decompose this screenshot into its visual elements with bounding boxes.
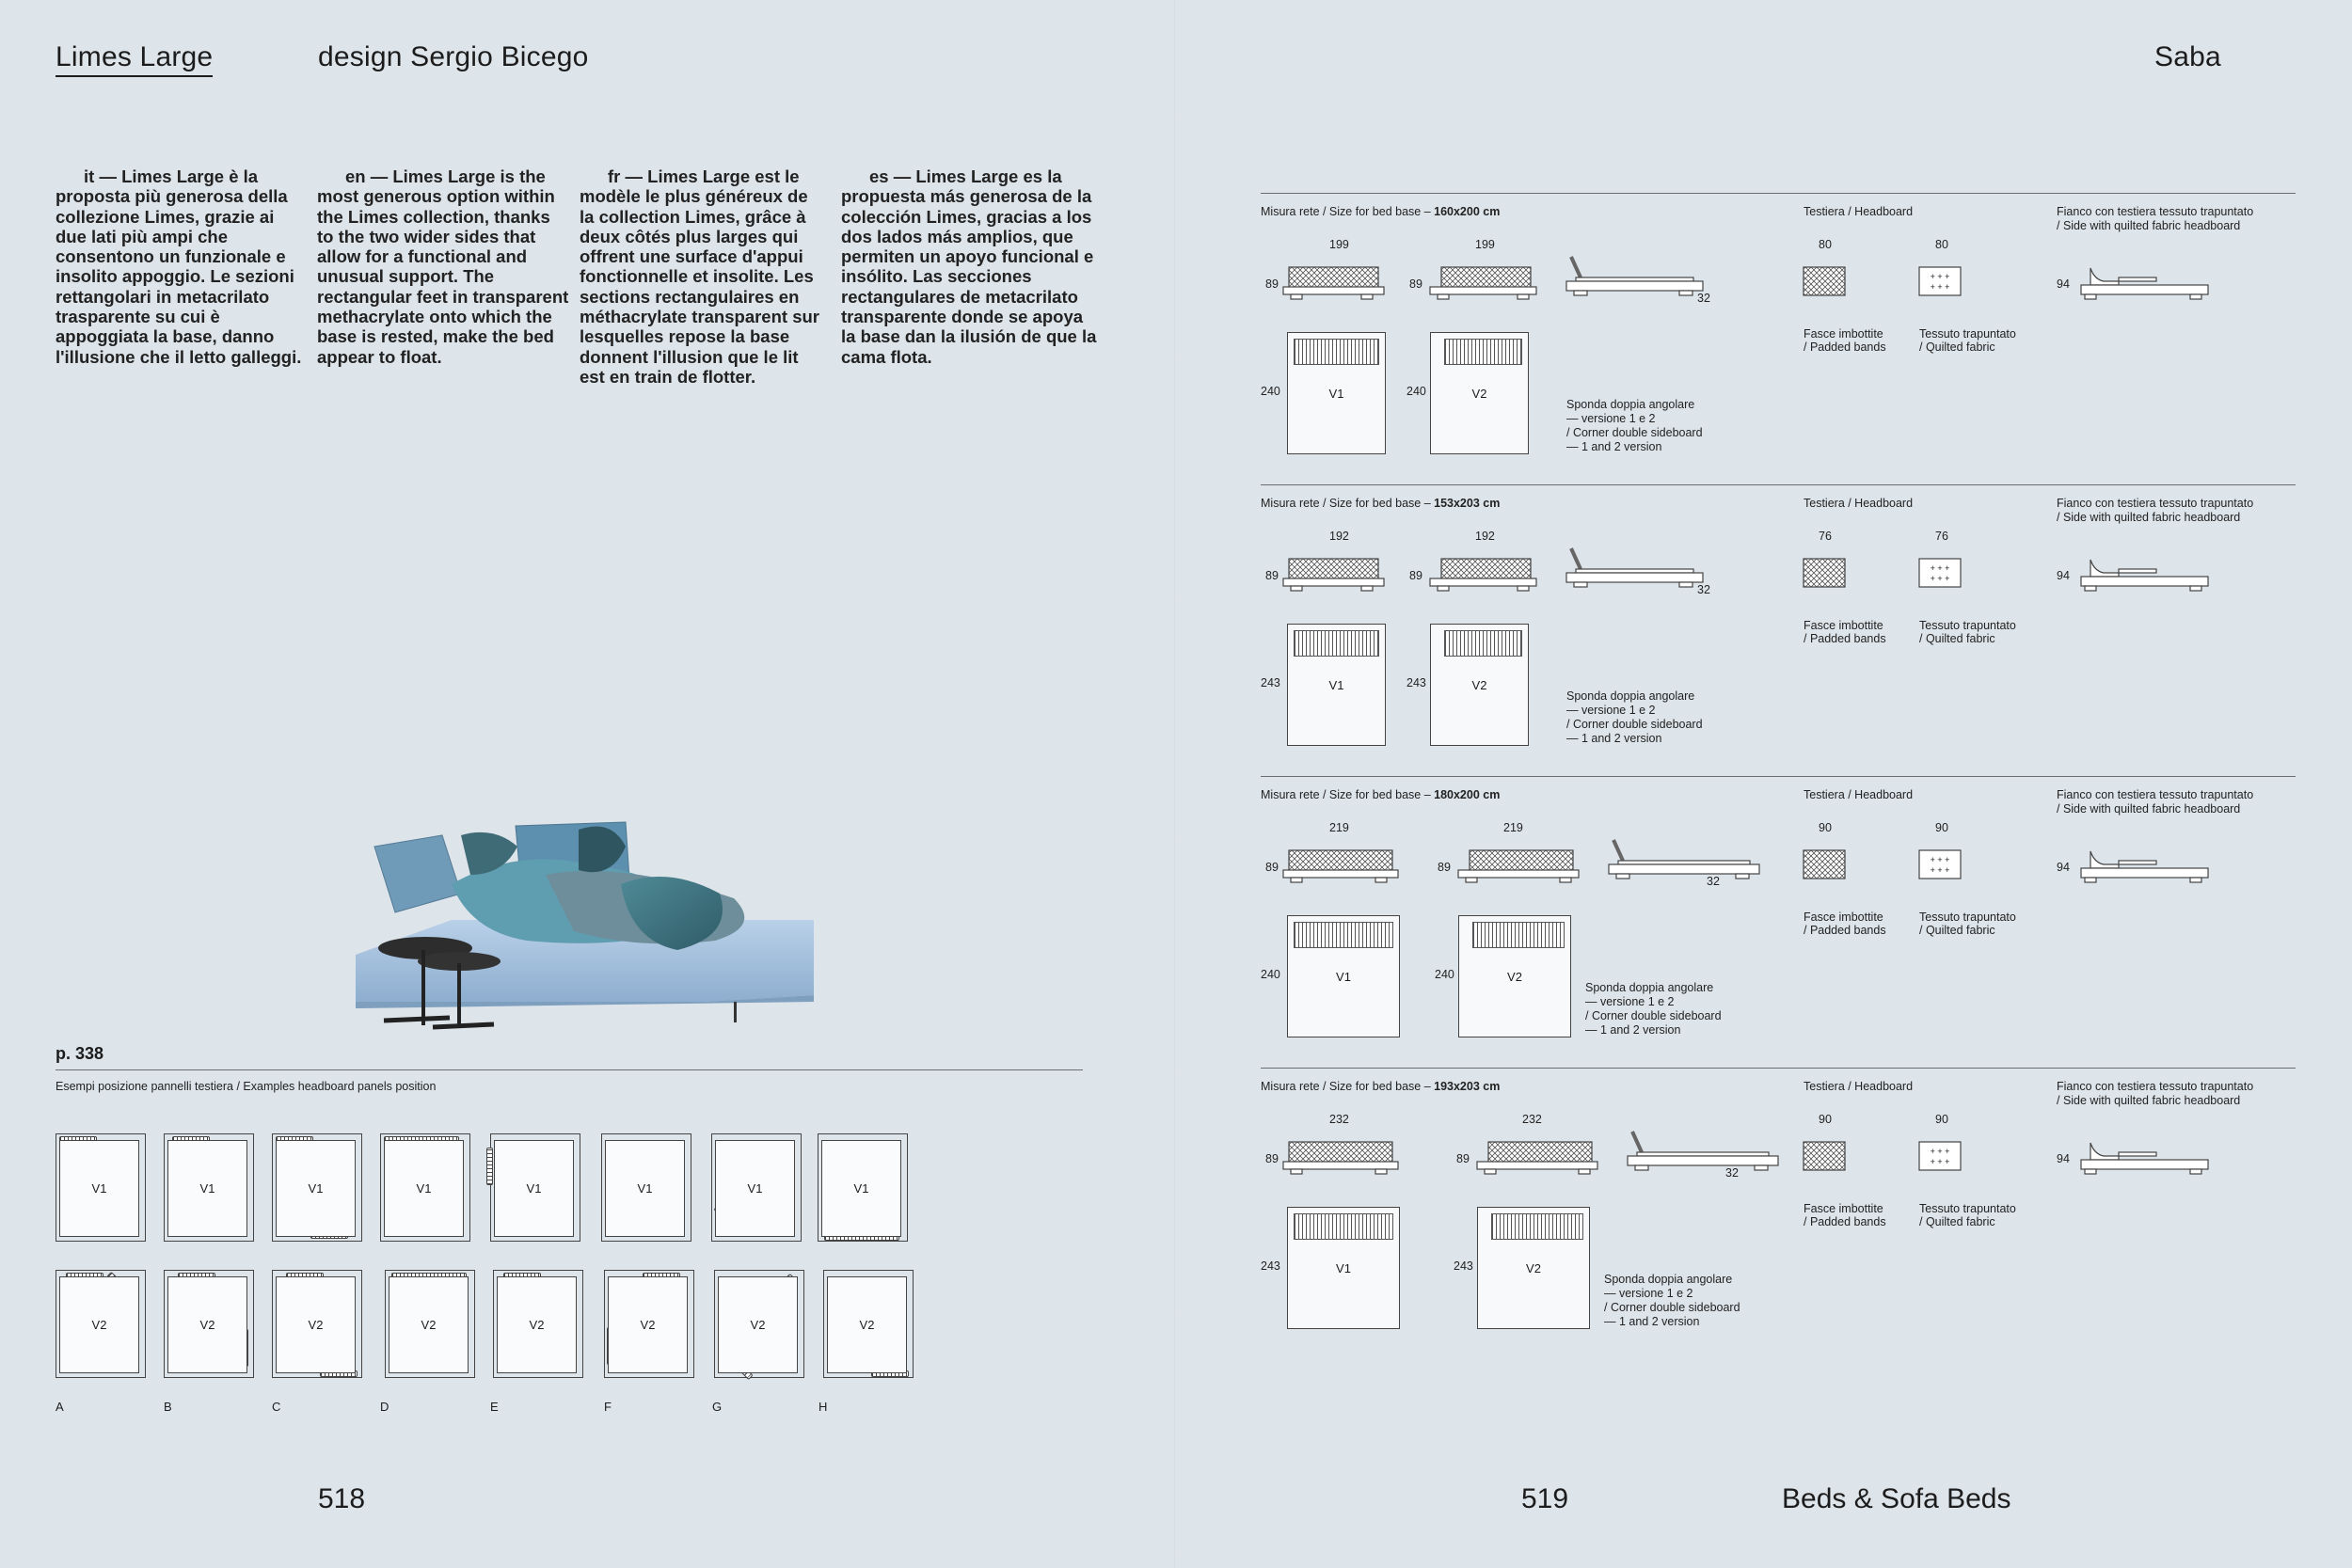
front-elevation-1	[1283, 1142, 1398, 1174]
dim-side-height: 94	[2057, 1152, 2070, 1165]
side-elevation	[1628, 1132, 1778, 1170]
headboard-quilted	[1919, 267, 1961, 295]
svg-text:+ + +: + + +	[1930, 272, 1950, 281]
dim-length-1: 243	[1261, 676, 1280, 689]
headboard-padded	[1804, 559, 1845, 587]
dim-base-height: 32	[1725, 1166, 1739, 1180]
front-elevation-1	[1283, 850, 1398, 882]
dim-length-1: 240	[1261, 385, 1280, 398]
dim-panel-1: 90	[1819, 821, 1832, 834]
side-label-2: / Side with quilted fabric headboard	[2057, 802, 2241, 816]
svg-text:+ + +: + + +	[1930, 865, 1950, 875]
dim-base-height: 32	[1707, 875, 1720, 888]
designer-credit: design Sergio Bicego	[318, 41, 589, 72]
side-elevation	[1566, 548, 1703, 587]
quilted-label-2: / Quilted fabric	[1919, 1215, 1995, 1228]
sideboard-label-1: Sponda doppia angolare	[1604, 1273, 1733, 1286]
size-label	[1261, 205, 1500, 219]
dim-head-1: 89	[1265, 1152, 1279, 1165]
quilted-label-2: / Quilted fabric	[1919, 341, 1995, 354]
sideboard-label-1: Sponda doppia angolare	[1566, 398, 1695, 411]
dim-panel-1: 90	[1819, 1113, 1832, 1126]
spec-section	[0, 776, 2352, 1058]
headboard-label: Testiera / Headboard	[1804, 788, 1914, 801]
example-e-v2-label: V2	[497, 1276, 577, 1373]
intro-fr-text: fr — Limes Large est le modèle le plus généreux de la collection Limes, grâce à deux côtés plus larges qui offrent une surface d'appui fonctionnelle et insolite. Les sections rectangulaires en méthacrylate transparent sur lesquelles repose la base donnent l'illusion que le lit est en train de flotter.	[580, 166, 819, 387]
intro-en-text: en — Limes Large is the most generous option within the Limes collection, thanks to the two wider sides that allow for a functional and unusual support. The rectangular feet in transparent methacrylate onto which the base is rested, make the bed appear to float.	[317, 166, 569, 367]
svg-text:+ + +: + + +	[1930, 1157, 1950, 1166]
size-value: 193x203 cm	[1434, 1080, 1501, 1093]
example-h-v1-label: V1	[821, 1140, 901, 1237]
dim-head-2: 89	[1438, 861, 1451, 874]
elevation-drawings	[1261, 1105, 2296, 1227]
dim-side-height: 94	[2057, 861, 2070, 874]
dim-panel-1: 80	[1819, 238, 1832, 251]
sideboard-label-1: Sponda doppia angolare	[1585, 981, 1714, 994]
plan-v1-label: V1	[1328, 677, 1344, 692]
letter-d: D	[380, 1400, 389, 1414]
size-prefix: Misura rete / Size for bed base –	[1261, 497, 1435, 510]
headboard-quilted	[1919, 1142, 1961, 1170]
elevation-drawings	[1261, 230, 2296, 353]
quilted-label-1: Tessuto trapuntato	[1919, 1202, 2016, 1215]
example-e-v1-label: V1	[494, 1140, 574, 1237]
letter-e: E	[490, 1400, 499, 1414]
plan-v2-label: V2	[1471, 677, 1487, 692]
size-value: 153x203 cm	[1434, 497, 1501, 510]
front-elevation-2	[1458, 850, 1579, 882]
headboard-label: Testiera / Headboard	[1804, 205, 1914, 218]
intro-es-text: es — Limes Large es la propuesta más generosa de la colección Limes, gracias a los dos lados más amplios, que permiten un apoyo funcional e insólito. Las secciones rectangulares de metacrilato transparente donde se apoya la base dan la ilusión de que la cama flota.	[841, 166, 1097, 367]
sideboard-label-4: — 1 and 2 version	[1585, 1023, 1681, 1037]
dim-panel-2: 76	[1935, 530, 1948, 543]
product-title: Limes Large	[56, 41, 213, 77]
side-quilted-elevation	[2081, 268, 2208, 299]
dim-side-height: 94	[2057, 277, 2070, 291]
example-b-v2-label: V2	[167, 1276, 247, 1373]
side-label-2: / Side with quilted fabric headboard	[2057, 511, 2241, 524]
headboard-padded	[1804, 850, 1845, 879]
front-elevation-2	[1477, 1142, 1597, 1174]
headboard-label: Testiera / Headboard	[1804, 1080, 1914, 1093]
dim-length-2: 243	[1454, 1259, 1473, 1273]
dim-side-height: 94	[2057, 569, 2070, 582]
padded-label-1: Fasce imbottite	[1804, 1202, 1883, 1215]
sideboard-label-4: — 1 and 2 version	[1566, 440, 1662, 453]
padded-label-1: Fasce imbottite	[1804, 911, 1883, 924]
side-elevation	[1566, 257, 1703, 295]
size-value: 180x200 cm	[1434, 788, 1501, 801]
example-a-v1-label: V1	[59, 1140, 139, 1237]
spec-section	[0, 1068, 2352, 1350]
headboard-padded	[1804, 267, 1845, 295]
plan-v2-label: V2	[1526, 1260, 1541, 1275]
dim-width-1: 219	[1329, 821, 1349, 834]
example-h-v2-label: V2	[827, 1276, 907, 1373]
dim-width-2: 219	[1503, 821, 1523, 834]
size-value: 160x200 cm	[1434, 205, 1501, 218]
plan-v2-label: V2	[1507, 969, 1522, 984]
letter-g: G	[712, 1400, 723, 1414]
dim-length-2: 240	[1435, 968, 1454, 981]
sideboard-label-2: — versione 1 e 2	[1566, 704, 1656, 717]
example-d-v1-label: V1	[384, 1140, 464, 1237]
letter-c: C	[272, 1400, 281, 1414]
spec-rule	[1261, 1068, 2296, 1069]
side-quilted-elevation	[2081, 560, 2208, 591]
quilted-label-1: Tessuto trapuntato	[1919, 327, 2016, 341]
dim-width-2: 232	[1522, 1113, 1542, 1126]
quilted-label-1: Tessuto trapuntato	[1919, 619, 2016, 632]
dim-length-1: 243	[1261, 1259, 1280, 1273]
sideboard-label-3: / Corner double sideboard	[1566, 718, 1703, 731]
padded-label-1: Fasce imbottite	[1804, 619, 1883, 632]
dim-panel-1: 76	[1819, 530, 1832, 543]
size-prefix: Misura rete / Size for bed base –	[1261, 205, 1435, 218]
headboard-quilted	[1919, 850, 1961, 879]
letter-f: F	[604, 1400, 612, 1414]
example-d-v2-label: V2	[389, 1276, 469, 1373]
front-elevation-2	[1430, 559, 1536, 591]
sideboard-label-4: — 1 and 2 version	[1566, 732, 1662, 745]
spec-rule	[1261, 776, 2296, 777]
padded-label-2: / Padded bands	[1804, 1215, 1886, 1228]
side-label-1: Fianco con testiera tessuto trapuntato	[2057, 205, 2254, 218]
dim-head-1: 89	[1265, 569, 1279, 582]
dim-head-2: 89	[1409, 277, 1422, 291]
side-label-1: Fianco con testiera tessuto trapuntato	[2057, 788, 2254, 801]
headboard-padded	[1804, 1142, 1845, 1170]
letter-a: A	[56, 1400, 64, 1414]
dim-base-height: 32	[1697, 583, 1710, 596]
svg-text:+ + +: + + +	[1930, 563, 1950, 573]
sideboard-label-3: / Corner double sideboard	[1604, 1301, 1740, 1314]
dim-head-2: 89	[1456, 1152, 1470, 1165]
dim-width-1: 192	[1329, 530, 1349, 543]
side-elevation	[1609, 840, 1759, 879]
side-label-2: / Side with quilted fabric headboard	[2057, 219, 2241, 232]
example-f-v1-label: V1	[605, 1140, 685, 1237]
plan-v1-label: V1	[1328, 386, 1344, 401]
size-prefix: Misura rete / Size for bed base –	[1261, 1080, 1435, 1093]
dim-width-1: 199	[1329, 238, 1349, 251]
svg-text:+ + +: + + +	[1930, 855, 1950, 864]
side-quilted-elevation	[2081, 851, 2208, 882]
front-elevation-1	[1283, 267, 1384, 299]
folio-left: 518	[318, 1483, 366, 1514]
size-prefix: Misura rete / Size for bed base –	[1261, 788, 1435, 801]
section-name: Beds & Sofa Beds	[1782, 1483, 2011, 1514]
example-g-v1-label: V1	[715, 1140, 795, 1237]
side-label-2: / Side with quilted fabric headboard	[2057, 1094, 2241, 1107]
padded-label-2: / Padded bands	[1804, 924, 1886, 937]
brand-name: Saba	[2154, 41, 2221, 72]
plan-v1-label: V1	[1336, 969, 1351, 984]
spec-rule	[1261, 193, 2296, 194]
spec-section	[0, 193, 2352, 475]
size-label	[1261, 497, 1500, 511]
quilted-label-2: / Quilted fabric	[1919, 924, 1995, 937]
sideboard-label-3: / Corner double sideboard	[1585, 1009, 1722, 1022]
examples-caption: Esempi posizione pannelli testiera / Examples headboard panels position	[56, 1080, 437, 1093]
dim-width-2: 192	[1475, 530, 1495, 543]
elevation-drawings	[1261, 814, 2296, 936]
page-reference: p. 338	[56, 1044, 104, 1063]
size-label	[1261, 788, 1500, 802]
plan-v2-label: V2	[1471, 386, 1487, 401]
dim-head-1: 89	[1265, 277, 1279, 291]
side-label-1: Fianco con testiera tessuto trapuntato	[2057, 1080, 2254, 1093]
quilted-label-2: / Quilted fabric	[1919, 632, 1995, 645]
example-f-v2-label: V2	[608, 1276, 688, 1373]
example-c-v1-label: V1	[276, 1140, 356, 1237]
sideboard-label-1: Sponda doppia angolare	[1566, 689, 1695, 703]
side-quilted-elevation	[2081, 1143, 2208, 1174]
plan-v1-label: V1	[1336, 1260, 1351, 1275]
size-label	[1261, 1080, 1500, 1094]
svg-text:+ + +: + + +	[1930, 282, 1950, 292]
dim-length-1: 240	[1261, 968, 1280, 981]
sideboard-label-2: — versione 1 e 2	[1566, 412, 1656, 425]
letter-h: H	[818, 1400, 828, 1414]
example-a-v2-label: V2	[59, 1276, 139, 1373]
letter-b: B	[164, 1400, 172, 1414]
dim-panel-2: 80	[1935, 238, 1948, 251]
headboard-quilted	[1919, 559, 1961, 587]
svg-text:+ + +: + + +	[1930, 574, 1950, 583]
front-elevation-2	[1430, 267, 1536, 299]
dim-panel-2: 90	[1935, 1113, 1948, 1126]
sideboard-label-2: — versione 1 e 2	[1604, 1287, 1693, 1300]
front-elevation-1	[1283, 559, 1384, 591]
dim-length-2: 243	[1406, 676, 1426, 689]
sideboard-label-3: / Corner double sideboard	[1566, 426, 1703, 439]
example-b-v1-label: V1	[167, 1140, 247, 1237]
spec-section	[0, 484, 2352, 767]
example-g-v2-label: V2	[718, 1276, 798, 1373]
quilted-label-1: Tessuto trapuntato	[1919, 911, 2016, 924]
example-c-v2-label: V2	[276, 1276, 356, 1373]
dim-width-2: 199	[1475, 238, 1495, 251]
sideboard-label-4: — 1 and 2 version	[1604, 1315, 1700, 1328]
dim-width-1: 232	[1329, 1113, 1349, 1126]
folio-right: 519	[1521, 1483, 1569, 1514]
dim-length-2: 240	[1406, 385, 1426, 398]
dim-head-2: 89	[1409, 569, 1422, 582]
side-label-1: Fianco con testiera tessuto trapuntato	[2057, 497, 2254, 510]
spec-rule	[1261, 484, 2296, 485]
padded-label-2: / Padded bands	[1804, 341, 1886, 354]
headboard-label: Testiera / Headboard	[1804, 497, 1914, 510]
dim-head-1: 89	[1265, 861, 1279, 874]
padded-label-1: Fasce imbottite	[1804, 327, 1883, 341]
dim-base-height: 32	[1697, 292, 1710, 305]
padded-label-2: / Padded bands	[1804, 632, 1886, 645]
intro-it-text: it — Limes Large è la proposta più generosa della collezione Limes, grazie ai due lati più ampi che consentono un funzionale e insolito appoggio. Le sezioni rettangolari in metacrilato trasparente su cui è appoggiata la base, danno l'illusione che il letto galleggi.	[56, 166, 302, 367]
dim-panel-2: 90	[1935, 821, 1948, 834]
elevation-drawings	[1261, 522, 2296, 644]
sideboard-label-2: — versione 1 e 2	[1585, 995, 1675, 1008]
svg-text:+ + +: + + +	[1930, 1147, 1950, 1156]
